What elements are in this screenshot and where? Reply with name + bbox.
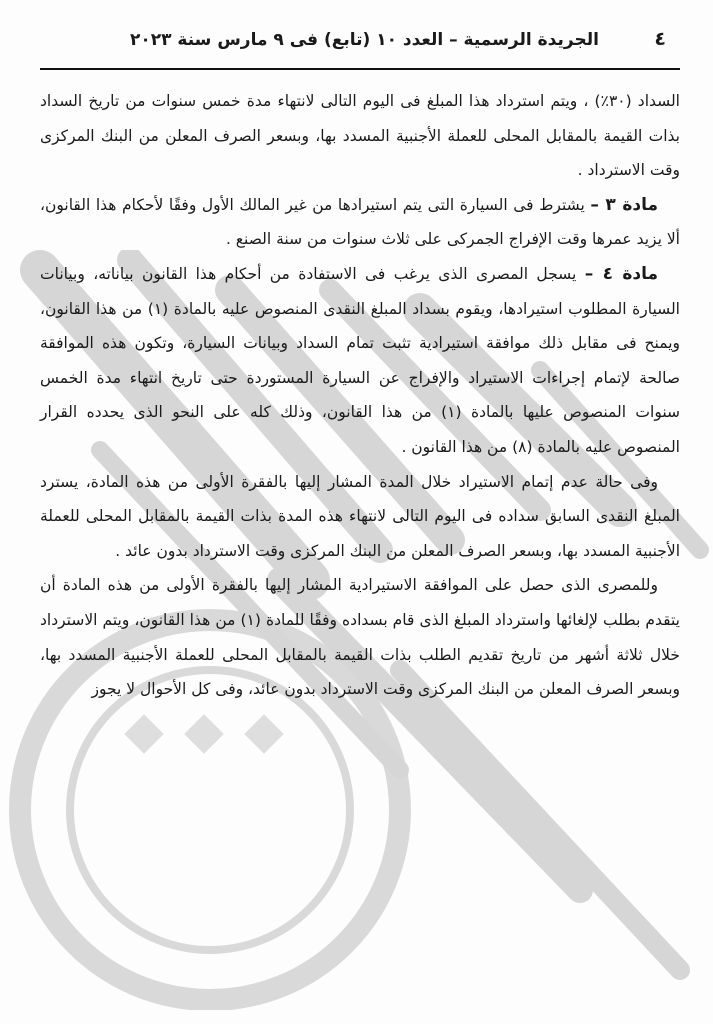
article-4-label: مادة ٤ – [584,263,659,284]
article-4-paragraph [40,257,680,465]
page-header [40,22,676,64]
article-3-paragraph [40,188,680,257]
paragraph-4 [40,465,680,569]
paragraph-text: يسجل المصرى الذى يرغب فى الاستفادة من أحكام هذا القانون بياناته، وبيانات السيارة المطلوب استيرادها، ويقوم بسداد المبلغ النقدى المنصوص عليه بالمادة (١) من هذا القانون، ويمنح فى مقابل ذلك موافقة استيرادية تثبت تمام السداد وبيانات السيارة، وتكون هذه الموافقة صالحة لإتمام إجراءات الاستيراد والإفراج عن السيارة المستوردة حتى تاريخ انتهاء مدة الخمس سنوات المنصوص عليها بالمادة (١) من هذا القانون، وذلك كله على النحو الذى يحدده القرار المنصوص عليه بالمادة (٨) من هذا القانون . [40,264,680,456]
gazette-header-title: الجريدة الرسمية – العدد ١٠ (تابع) فى ٩ مارس سنة ٢٠٢٣ [130,30,599,50]
paragraph-text: وللمصرى الذى حصل على الموافقة الاستيرادية المشار إليها بالفقرة الأولى من هذه المادة أن يتقدم بطلب لإلغائها واسترداد المبلغ الذى قام بسداده وفقًا للمادة (١) من هذا القانون، ويتم الاسترداد خلال ثلاثة أشهر من تاريخ تقديم الطلب بذات القيمة بالمقابل المحلى للعملة الأجنبية المسدد بها، وبسعر الصرف المعلن من البنك المركزى وقت الاسترداد بدون عائد، وفى كل الأحوال لا يجوز [40,576,680,699]
paragraph-text: وفى حالة عدم إتمام الاستيراد خلال المدة المشار إليها بالفقرة الأولى من هذه المادة، يسترد المبلغ النقدى السابق سداده فى اليوم التالى لانتهاء هذه المدة بذات القيمة بالمقابل المحلى للعملة الأجنبية المسدد بها، وبسعر الصرف المعلن من البنك المركزى وقت الاسترداد بدون عائد . [40,472,680,560]
paragraph-5 [40,568,680,706]
page-number: ٤ [654,28,666,50]
paragraph-1 [40,84,680,188]
header-divider [40,68,680,70]
paragraph-text: يشترط فى السيارة التى يتم استيرادها من غير المالك الأول وفقًا لأحكام هذا القانون، ألا يزيد عمرها وقت الإفراج الجمركى على ثلاث سنوات من سنة الصنع . [40,195,680,249]
document-body [40,84,680,707]
article-3-label: مادة ٣ – [590,194,658,215]
paragraph-text: السداد (٣٠٪) ، ويتم استرداد هذا المبلغ فى اليوم التالى لانتهاء مدة خمس سنوات من تاريخ السداد بذات القيمة بالمقابل المحلى للعملة الأجنبية المسدد بها، وبسعر الصرف المعلن من البنك المركزى وقت الاسترداد . [40,92,680,180]
